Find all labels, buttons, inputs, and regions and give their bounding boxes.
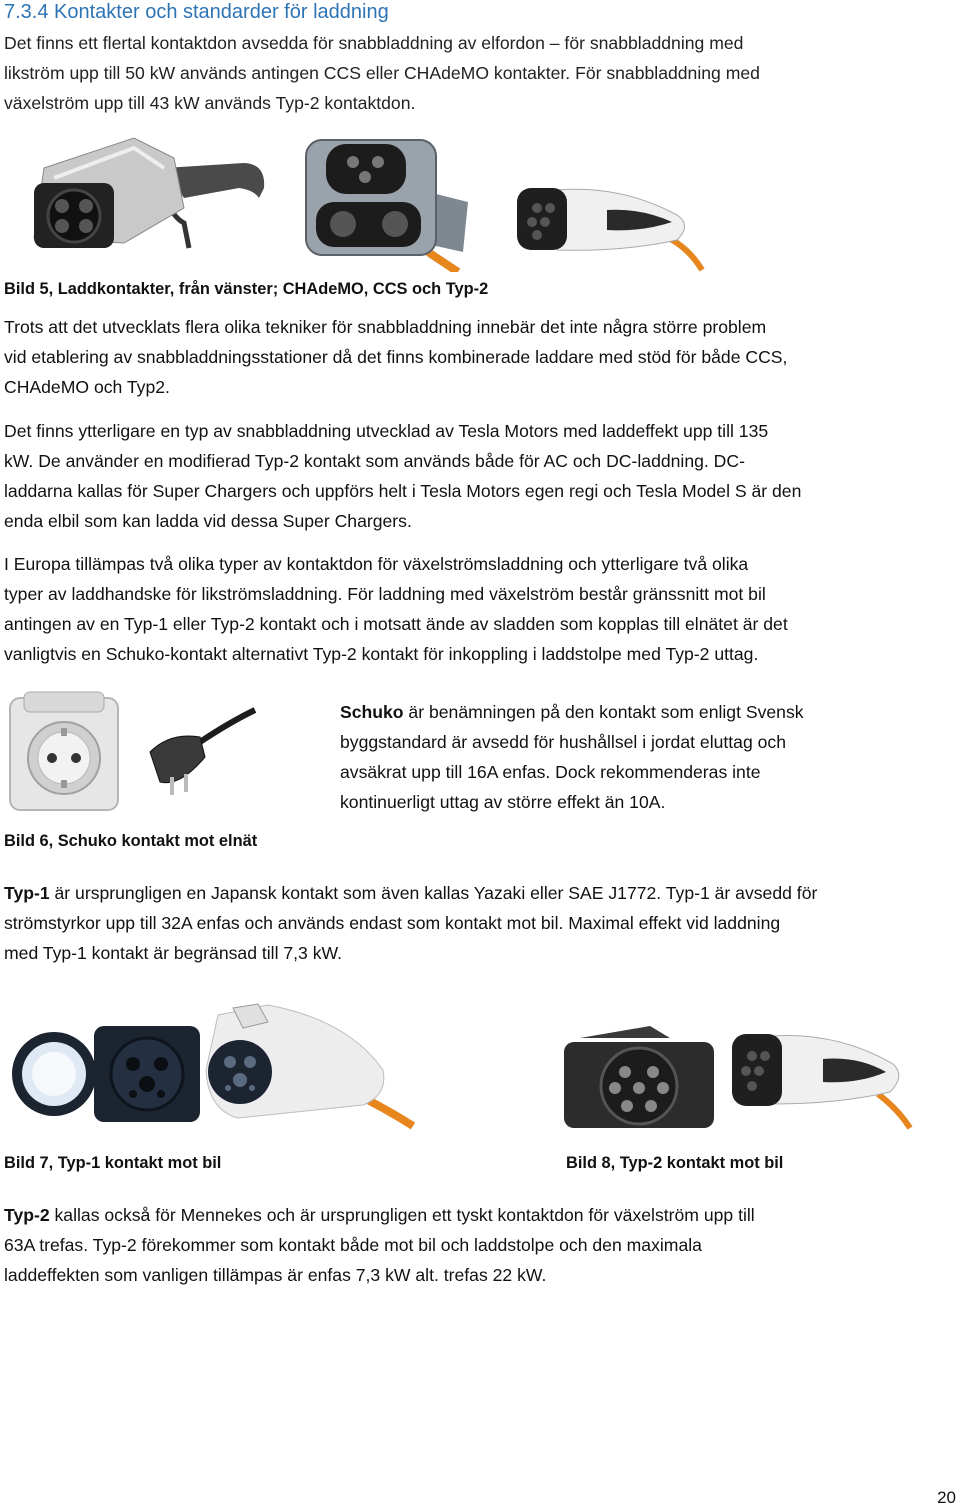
intro-paragraph bbox=[4, 28, 956, 118]
chademo-connector-image bbox=[14, 128, 270, 258]
text-line: växelström upp till 43 kW används Typ-2 kontaktdon. bbox=[4, 93, 416, 113]
text-line: kW. De använder en modifierad Typ-2 kontakt som används både för AC och DC-laddning. DC- bbox=[4, 451, 745, 471]
text-line bbox=[340, 697, 940, 727]
text-line: antingen av en Typ-1 eller Typ-2 kontakt och i motsatt ände av sladden som kopplas till elnätet är det bbox=[4, 614, 788, 634]
page-number: 20 bbox=[937, 1488, 956, 1507]
figure-caption-bild6: Bild 6, Schuko kontakt mot elnät bbox=[4, 832, 258, 850]
term-typ1: Typ-1 bbox=[4, 883, 50, 903]
text-line: avsäkrat upp till 16A enfas. Dock rekommenderas inte bbox=[340, 762, 761, 782]
text-line: vid etablering av snabbladdningsstationer då det finns kombinerade laddare med stöd för både CCS, bbox=[4, 347, 788, 367]
figure-caption-bild7: Bild 7, Typ-1 kontakt mot bil bbox=[4, 1154, 222, 1172]
term-typ2: Typ-2 bbox=[4, 1205, 50, 1225]
term-schuko: Schuko bbox=[340, 702, 404, 722]
figure-caption-bild5: Bild 5, Laddkontakter, från vänster; CHAdeMO, CCS och Typ-2 bbox=[4, 280, 489, 298]
typ1-connector-image bbox=[198, 1000, 416, 1130]
section-heading: 7.3.4 Kontakter och standarder för laddning bbox=[4, 1, 389, 23]
text-line: är benämningen på den kontakt som enligt Svensk bbox=[403, 702, 804, 722]
schuko-socket-image bbox=[6, 690, 122, 815]
paragraph-typ1 bbox=[4, 878, 956, 968]
schuko-plug-image bbox=[140, 702, 256, 802]
text-line: vanligtvis en Schuko-kontakt alternativt Typ-2 kontakt för inkoppling i laddstolpe med Typ-2 uttag. bbox=[4, 644, 759, 664]
text-line bbox=[4, 1200, 956, 1230]
figure-caption-bild8: Bild 8, Typ-2 kontakt mot bil bbox=[566, 1154, 784, 1172]
text-line: strömstyrkor upp till 32A enfas och används endast som kontakt mot bil. Maximal effekt vid laddning bbox=[4, 913, 781, 933]
typ2-plug-image bbox=[728, 1024, 914, 1130]
paragraph-tesla bbox=[4, 416, 956, 536]
text-line: Trots att det utvecklats flera olika tekniker för snabbladdning innebär det inte några större problem bbox=[4, 317, 767, 337]
text-line: laddarna kallas för Super Chargers och uppförs helt i Tesla Motors egen regi och Tesla Model S är den bbox=[4, 481, 802, 501]
text-line: Det finns ytterligare en typ av snabbladdning utvecklad av Tesla Motors med laddeffekt upp till 135 bbox=[4, 421, 769, 441]
text-line: kontinuerligt uttag av större effekt än 10A. bbox=[340, 792, 666, 812]
text-line: byggstandard är avsedd för hushållsel i jordat eluttag och bbox=[340, 732, 786, 752]
text-line: Det finns ett flertal kontaktdon avsedda för snabbladdning av elfordon – för snabbladdning med bbox=[4, 33, 744, 53]
text-line: kallas också för Mennekes och är ursprungligen ett tyskt kontaktdon för växelström upp till bbox=[49, 1205, 755, 1225]
text-line: enda elbil som kan ladda vid dessa Super Chargers. bbox=[4, 511, 412, 531]
text-line: I Europa tillämpas två olika typer av kontaktdon för växelströmsladdning och ytterligare två olika bbox=[4, 554, 749, 574]
typ2-connector-image bbox=[512, 180, 708, 272]
typ2-socket-image bbox=[560, 1024, 720, 1130]
text-line: 63A trefas. Typ-2 förekommer som kontakt både mot bil och laddstolpe och den maximala bbox=[4, 1235, 702, 1255]
paragraph-typ2 bbox=[4, 1200, 956, 1290]
paragraph-europa bbox=[4, 549, 956, 669]
text-line: laddeffekten som vanligen tillämpas är enfas 7,3 kW alt. trefas 22 kW. bbox=[4, 1265, 547, 1285]
text-line bbox=[4, 878, 956, 908]
text-line: CHAdeMO och Typ2. bbox=[4, 377, 170, 397]
paragraph-trots bbox=[4, 312, 956, 402]
ccs-connector-image bbox=[298, 132, 473, 272]
typ1-socket-image bbox=[8, 1012, 208, 1130]
text-line: med Typ-1 kontakt är begränsad till 7,3 kW. bbox=[4, 943, 343, 963]
paragraph-schuko bbox=[340, 697, 940, 817]
text-line: likström upp till 50 kW används antingen CCS eller CHAdeMO kontakter. För snabbladdning med bbox=[4, 63, 760, 83]
text-line: är ursprungligen en Japansk kontakt som även kallas Yazaki eller SAE J1772. Typ-1 är avsedd för bbox=[49, 883, 818, 903]
text-line: typer av laddhandske för likströmsladdning. För laddning med växelström består gränssnitt mot bil bbox=[4, 584, 766, 604]
